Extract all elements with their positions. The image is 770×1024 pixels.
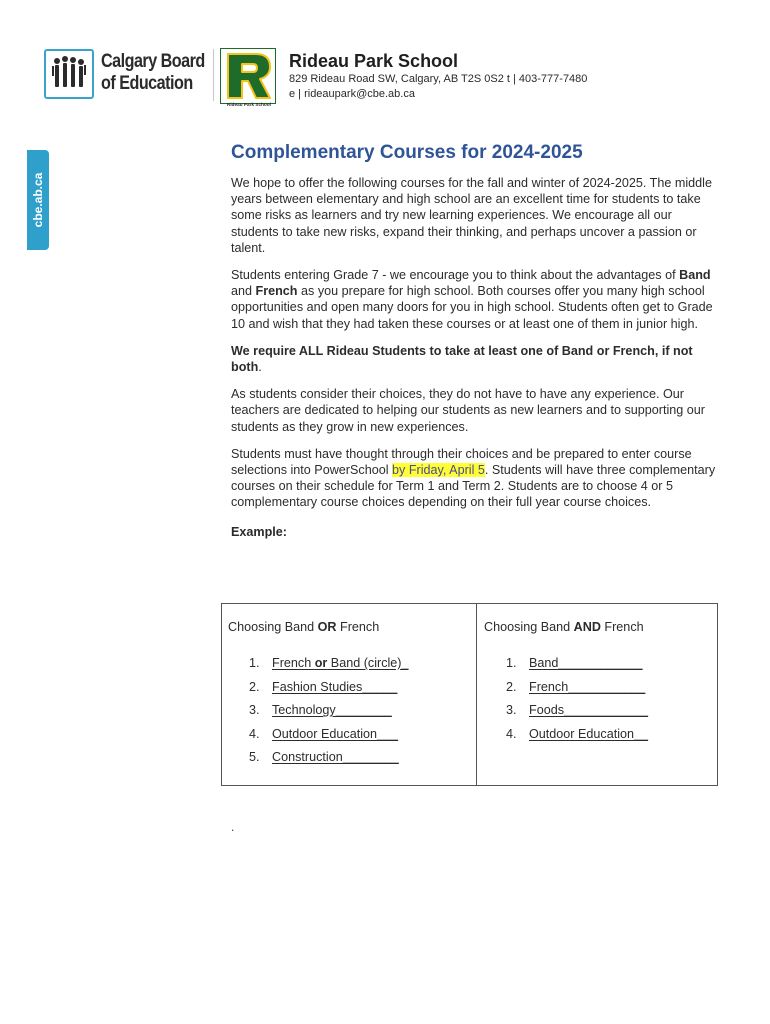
band-and-french-column xyxy=(477,604,717,785)
cbe-people-icon xyxy=(44,49,94,99)
cbe-wordmark: Calgary Board of Education xyxy=(101,51,205,94)
intro-paragraph: We hope to offer the following courses for the fall and winter of 2024-2025. The middle years between elementary and high school are an excellent time for students to take some risks as learners and try new learning experiences. We encourage all our students to take new risks, expand their thinking, and perhaps uncover a passion or talent. xyxy=(231,176,712,255)
band-and-french-heading: Choosing Band AND French xyxy=(484,620,644,634)
rideau-park-logo-caption: Rideau Park School xyxy=(226,102,272,107)
example-label: Example: xyxy=(231,524,287,539)
requirement-paragraph: We require ALL Rideau Students to take at least one of Band or French, if not both. xyxy=(231,343,693,375)
rideau-park-logo xyxy=(220,48,276,110)
example-table xyxy=(221,603,718,786)
band-or-french-heading: Choosing Band OR French xyxy=(228,620,380,634)
school-name: Rideau Park School xyxy=(289,51,459,71)
experience-paragraph: As students consider their choices, they do not have to have any experience. Our teachers are dedicated to helping our students as new learners and to supporting our students as they grow in new experiences. xyxy=(231,387,705,434)
stray-period: . xyxy=(231,820,235,834)
list-item: 1. French or Band (circle)_ xyxy=(249,656,409,670)
cbe-logo xyxy=(44,49,204,101)
cbe-side-tab xyxy=(27,150,49,250)
page-title: Complementary Courses for 2024-2025 xyxy=(231,142,583,163)
header-divider xyxy=(213,49,214,101)
band-or-french-list xyxy=(249,652,409,770)
main-content xyxy=(231,140,721,539)
side-tab-label: cbe.ab.ca xyxy=(31,172,45,228)
deadline-highlight: by Friday, April 5 xyxy=(392,463,485,478)
list-item: 5. Construction________ xyxy=(249,750,399,764)
band-and-french-list xyxy=(506,652,648,746)
list-item: 4. Outdoor Education___ xyxy=(249,726,399,741)
list-item: 3. Technology________ xyxy=(249,703,392,717)
list-item: 1. Band____________ xyxy=(506,656,643,670)
school-address: 829 Rideau Road SW, Calgary, AB T2S 0S2 t | 403-777-7480 xyxy=(289,73,588,85)
grade7-paragraph: Students entering Grade 7 - we encourage you to think about the advantages of Band and French as you prepare for high school. Both courses offer you many high school opportunities and open many doors for you in high school. Students often get to Grade 10 and wish that they had taken these courses or at least one of them in junior high. xyxy=(231,268,713,331)
list-item: 4. Outdoor Education__ xyxy=(506,726,649,741)
band-or-french-column xyxy=(222,604,477,785)
french-bold: French xyxy=(255,284,298,299)
school-email: e | rideaupark@cbe.ab.ca xyxy=(289,88,415,100)
list-item: 2. French___________ xyxy=(506,679,646,694)
band-bold: Band xyxy=(679,268,711,283)
deadline-paragraph: Students must have thought through their choices and be prepared to enter course selections into PowerSchool by Friday, April 5. Students will have three complementary courses on their schedule for Term 1 and Term 2. Students are to choose 4 or 5 complementary course choices depending on their full year course choices. xyxy=(231,446,716,510)
list-item: 2. Fashion Studies_____ xyxy=(249,679,398,694)
list-item: 3. Foods____________ xyxy=(506,703,649,717)
